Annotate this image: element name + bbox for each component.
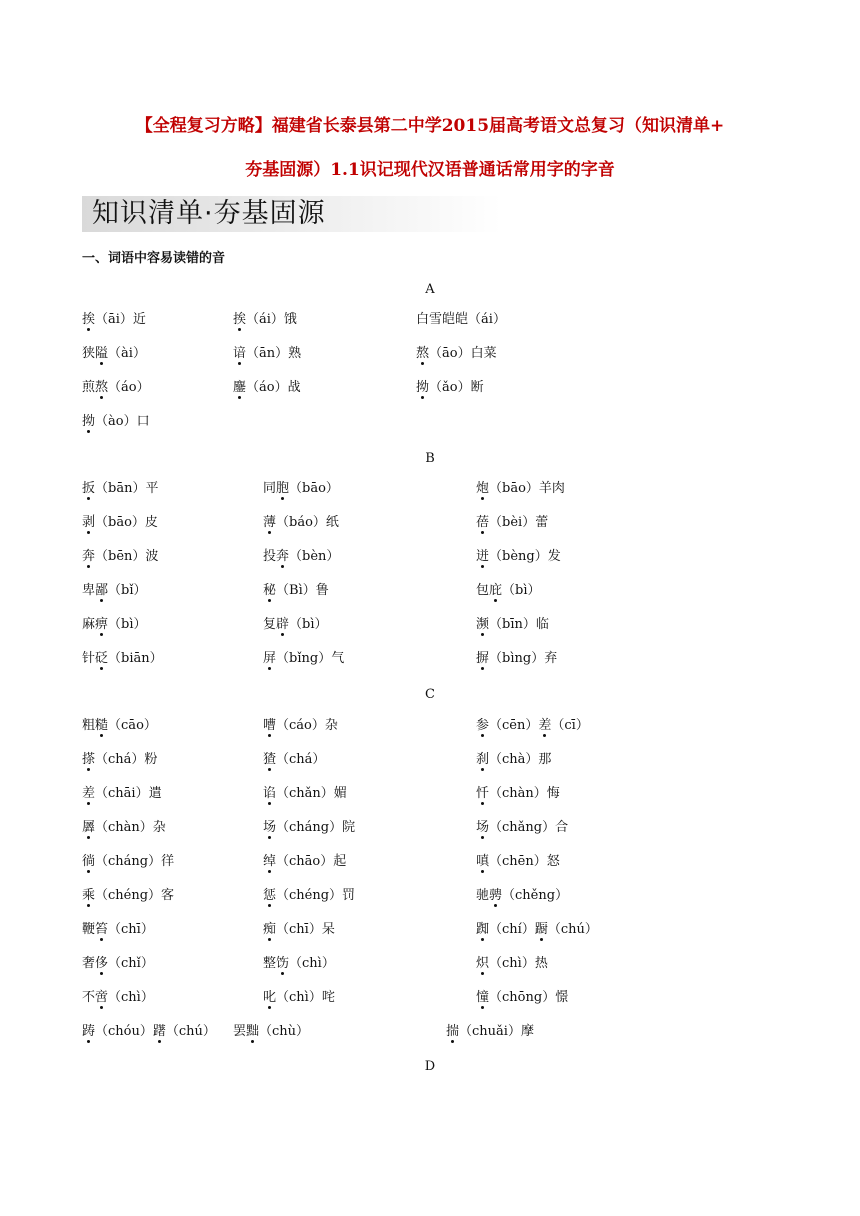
pinyin-text: （biān） [108,651,163,666]
dotted-character: 鏖 [233,380,247,395]
pinyin-text: （bèng）发 [489,549,561,564]
pinyin-text: （cáo）杂 [276,718,338,733]
dotted-character: 啻 [95,990,109,1005]
dotted-character: 奔 [276,549,290,564]
word-entry [82,787,162,800]
word-entry [476,618,549,631]
pinyin-text: （chěng） [502,888,569,903]
word-entry [82,347,146,360]
dotted-character: 刹 [476,752,490,767]
dotted-character: 谙 [233,346,247,361]
pinyin-text: （bāo）羊肉 [489,481,565,496]
section-heading: 一、词语中容易读错的音 [82,251,226,266]
word-entry [233,381,301,394]
word-entry [476,855,560,868]
word-entry [416,381,484,394]
dotted-character: 秘 [263,583,277,598]
dotted-character: 踟 [476,922,490,937]
pinyin-text: （ái） [468,312,506,327]
word-entry [476,584,541,597]
word-entry [82,991,154,1004]
word-entry [233,1025,309,1038]
dotted-character: 辟 [276,617,290,632]
dotted-character: 惩 [263,888,277,903]
letter-heading-d: D [424,1059,436,1074]
word-entry [82,584,147,597]
dotted-character: 憧 [476,990,490,1005]
word-text: 狭 [82,346,96,361]
pinyin-text: （chóu） [95,1024,153,1039]
pinyin-text: （chàn）悔 [489,786,560,801]
word-text: 不 [82,990,96,1005]
dotted-character: 蓓 [476,515,490,530]
pinyin-text: （chī）呆 [276,922,335,937]
section-banner: 知识清单·夯基固源 [82,196,502,232]
dotted-character: 奔 [82,549,96,564]
word-entry [263,516,339,529]
word-entry [82,889,174,902]
word-entry [233,347,301,360]
word-entry [82,957,154,970]
word-text: 卑 [82,583,96,598]
dotted-character: 挨 [82,312,96,327]
dotted-character: 差 [82,786,96,801]
pinyin-text: （bǐ） [108,583,147,598]
word-entry [476,652,557,665]
word-text: 鞭 [82,922,96,937]
pinyin-text: （chá） [276,752,326,767]
dotted-character: 摒 [476,651,490,666]
word-entry [476,957,548,970]
word-text: 针 [82,651,96,666]
dotted-character: 迸 [476,549,490,564]
dotted-character: 场 [263,820,277,835]
dotted-character: 躇 [152,1024,166,1039]
pinyin-text: （chí） [489,922,535,937]
word-entry [416,347,497,360]
word-text: 同 [263,481,277,496]
dotted-character: 揣 [446,1024,460,1039]
dotted-character: 场 [476,820,490,835]
dotted-character: 濒 [476,617,490,632]
word-entry [263,753,325,766]
dotted-character: 薄 [263,515,277,530]
word-text: 白雪 [416,312,443,327]
pinyin-text: （chōng）憬 [489,990,569,1005]
word-entry [263,991,335,1004]
dotted-character: 绰 [263,854,277,869]
dotted-character: 嘈 [263,718,277,733]
dotted-character: 羼 [82,820,96,835]
word-entry [263,584,329,597]
word-entry [82,652,163,665]
dotted-character: 痹 [95,617,109,632]
pinyin-text: （cháng）院 [276,820,356,835]
word-entry [82,415,150,428]
word-entry [263,923,335,936]
pinyin-text: （chá）粉 [95,752,158,767]
word-entry [82,1025,216,1038]
word-entry [82,821,166,834]
pinyin-text: （báo）纸 [276,515,339,530]
dotted-character: 拗 [416,380,430,395]
dotted-character: 忏 [476,786,490,801]
pinyin-text: （chù） [259,1024,310,1039]
dotted-character: 饬 [276,956,290,971]
word-entry [476,923,598,936]
dotted-character: 谄 [263,786,277,801]
word-entry [263,855,346,868]
pinyin-text: （áo） [108,380,150,395]
word-entry [82,313,146,326]
dotted-character: 徜 [82,854,96,869]
dotted-character: 庇 [489,583,503,598]
dotted-character: 参 [476,718,490,733]
word-entry [416,313,506,326]
pinyin-text: （bèi）蕾 [489,515,549,530]
pinyin-text: （cāo） [108,718,157,733]
document-title-line-2: 夯基固源）1.1识记现代汉语普通话常用字的字音 [245,160,615,180]
pinyin-text: （bǐng）气 [276,651,345,666]
letter-heading-a: A [425,282,435,297]
pinyin-text: （chāo）起 [276,854,347,869]
word-entry [263,821,355,834]
word-entry [263,787,347,800]
pinyin-text: （chǎng）合 [489,820,569,835]
dotted-character: 屏 [263,651,277,666]
pinyin-text: （bìng）弃 [489,651,558,666]
word-text: 整 [263,956,277,971]
pinyin-text: （ān）熟 [246,346,302,361]
pinyin-text: （cháng）徉 [95,854,175,869]
pinyin-text: （bì） [502,583,541,598]
dotted-character: 隘 [95,346,109,361]
word-text: 皑皑 [442,312,469,327]
word-entry [263,719,338,732]
word-entry [82,618,147,631]
pinyin-text: （bān）平 [95,481,159,496]
dotted-character: 剥 [82,515,96,530]
word-text: 复 [263,617,277,632]
pinyin-text: （bēn）波 [95,549,159,564]
dotted-character: 差 [538,718,552,733]
word-entry [263,482,339,495]
pinyin-text: （chéng）罚 [276,888,356,903]
pinyin-text: （chì）热 [489,956,548,971]
document-title-line-1: 【全程复习方略】福建省长泰县第二中学2015届高考语文总复习（知识清单+ [135,116,725,136]
pinyin-text: （chì） [108,990,154,1005]
dotted-character: 乘 [82,888,96,903]
pinyin-text: （bì） [289,617,328,632]
word-entry [263,652,344,665]
word-text: 罢 [233,1024,247,1039]
dotted-character: 黜 [246,1024,260,1039]
word-entry [263,550,339,563]
word-entry [82,855,174,868]
pinyin-text: （áo）战 [246,380,301,395]
word-text: 驰 [476,888,490,903]
word-entry [263,618,328,631]
dotted-character: 胞 [276,481,290,496]
dotted-character: 扳 [82,481,96,496]
word-entry [476,889,568,902]
dotted-character: 蹰 [534,922,548,937]
word-entry [476,550,561,563]
pinyin-text: （cī） [551,718,589,733]
word-text: 麻 [82,617,96,632]
word-entry [233,313,297,326]
dotted-character: 砭 [95,651,109,666]
dotted-character: 炮 [476,481,490,496]
pinyin-text: （Bì）鲁 [276,583,329,598]
pinyin-text: （cēn） [489,718,539,733]
pinyin-text: （ǎo）断 [429,380,484,395]
word-text: 包 [476,583,490,598]
dotted-character: 侈 [95,956,109,971]
word-text: 奢 [82,956,96,971]
dotted-character: 叱 [263,990,277,1005]
word-entry [82,719,157,732]
dotted-character: 搽 [82,752,96,767]
dotted-character: 炽 [476,956,490,971]
word-entry [82,753,157,766]
dotted-character: 拗 [82,414,96,429]
dotted-character: 熬 [416,346,430,361]
word-entry [476,719,589,732]
word-entry [476,753,551,766]
pinyin-text: （chú） [165,1024,216,1039]
pinyin-text: （chà）那 [489,752,552,767]
word-entry [263,889,355,902]
dotted-character: 踌 [82,1024,96,1039]
word-text: 投 [263,549,277,564]
dotted-character: 鄙 [95,583,109,598]
word-entry [82,482,158,495]
dotted-character: 猹 [263,752,277,767]
word-text: 粗 [82,718,96,733]
word-entry [82,516,158,529]
pinyin-text: （chàn）杂 [95,820,166,835]
letter-heading-c: C [425,687,435,702]
pinyin-text: （bīn）临 [489,617,549,632]
pinyin-text: （chǐ） [108,956,154,971]
pinyin-text: （chǎn）媚 [276,786,347,801]
word-entry [476,516,548,529]
word-text: 煎 [82,380,96,395]
dotted-character: 糙 [95,718,109,733]
word-entry [82,923,154,936]
word-entry [476,991,568,1004]
pinyin-text: （chuǎi）摩 [459,1024,534,1039]
dotted-character: 嗔 [476,854,490,869]
word-entry [446,1025,534,1038]
pinyin-text: （chì） [289,956,335,971]
pinyin-text: （chī） [108,922,154,937]
pinyin-text: （bì） [108,617,147,632]
dotted-character: 挨 [233,312,247,327]
pinyin-text: （chì）咤 [276,990,335,1005]
letter-heading-b: B [425,451,435,466]
word-entry [476,482,565,495]
pinyin-text: （ái）饿 [246,312,297,327]
dotted-character: 痴 [263,922,277,937]
pinyin-text: （chú） [547,922,598,937]
pinyin-text: （āo）白菜 [429,346,497,361]
pinyin-text: （bèn） [289,549,340,564]
dotted-character: 笞 [95,922,109,937]
pinyin-text: （bāo）皮 [95,515,158,530]
word-entry [476,821,568,834]
word-entry [476,787,560,800]
pinyin-text: （āi）近 [95,312,146,327]
pinyin-text: （bāo） [289,481,339,496]
word-entry [263,957,335,970]
pinyin-text: （ài） [108,346,146,361]
word-entry [82,550,158,563]
word-entry [82,381,150,394]
dotted-character: 骋 [489,888,503,903]
pinyin-text: （chēn）怒 [489,854,560,869]
pinyin-text: （ào）口 [95,414,150,429]
pinyin-text: （chāi）遣 [95,786,162,801]
dotted-character: 熬 [95,380,109,395]
pinyin-text: （chéng）客 [95,888,175,903]
